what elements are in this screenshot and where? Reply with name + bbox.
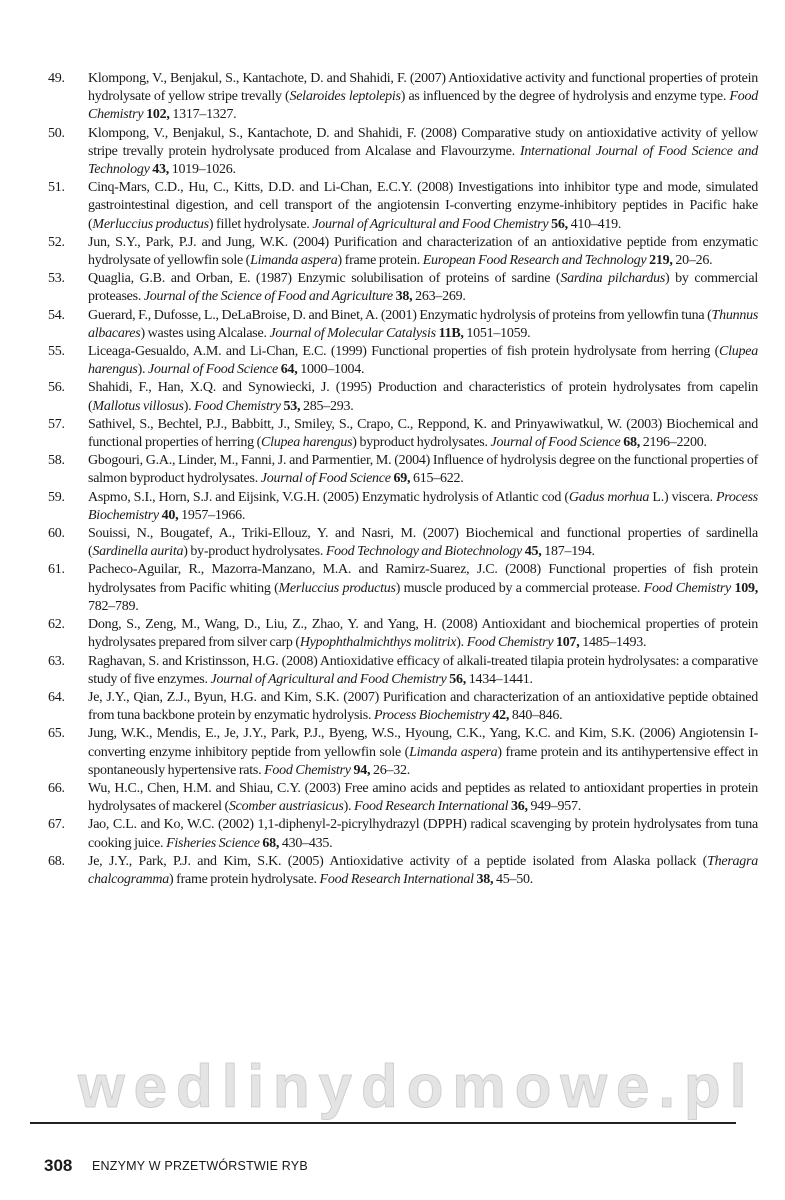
italic-text: Process Biochemistry <box>88 489 759 523</box>
reference-text: Cinq-Mars, C.D., Hu, C., Kitts, D.D. and Li-Chan, E.C.Y. (2008) Investigations into inhibitor type and mode, simulated gastrointestinal digestion, and cell transport of the angiotensin I-converting enzyme-inhibitory peptides in Pacific hake ( <box>88 180 758 232</box>
italic-text: Clupea harengus <box>261 435 353 451</box>
italic-text: Journal of Molecular Catalysis <box>269 325 436 341</box>
italic-text: Food Chemistry <box>264 762 351 778</box>
reference-text: ) frame protein hydrolysate. <box>169 871 320 887</box>
reference-text: Guerard, F., Dufosse, L., DeLaBroise, D. and Binet, A. (2001) Enzymatic hydrolysis of proteins from yellowfin tuna ( <box>88 307 712 323</box>
reference-item <box>44 525 758 561</box>
reference-item <box>44 689 758 725</box>
reference-text: ) as influenced by the degree of hydrolysis and enzyme type. <box>400 89 730 105</box>
reference-text: 26–32. <box>370 762 410 778</box>
italic-text: Food Chemistry <box>466 635 554 651</box>
reference-text: Klompong, V., Benjakul, S., Kantachote, D. and Shahidi, F. (2007) Antioxidative activity and functional properties of protein hydrolysate of yellow stripe trevally ( <box>88 71 758 105</box>
volume-number: 53, <box>283 398 301 414</box>
reference-item <box>44 70 758 125</box>
volume-number: 38, <box>476 871 494 887</box>
italic-text: Process Biochemistry <box>373 708 490 724</box>
reference-number: 53. <box>48 271 65 287</box>
reference-text: ). <box>343 799 354 815</box>
reference-text: Jao, C.L. and Ko, W.C. (2002) 1,1-diphenyl-2-picrylhydrazyl (DPPH) radical scavenging by protein hydrolysates from tuna cooking juice. <box>88 817 758 851</box>
italic-text: Food Technology and Biotechnology <box>325 544 523 560</box>
reference-number: 50. <box>48 125 65 141</box>
italic-text: Fisheries Science <box>166 835 260 851</box>
volume-number: 68, <box>262 835 280 851</box>
reference-text: Quaglia, G.B. and Orban, E. (1987) Enzymic solubilisation of proteins of sardine ( <box>88 271 561 287</box>
reference-text: Sathivel, S., Bechtel, P.J., Babbitt, J., Smiley, S., Crapo, C., Reppond, K. and Prinyawiwatkul, W. (2003) Biochemical and functional properties of herring ( <box>88 416 758 451</box>
italic-text: Clupea harengus <box>88 344 758 378</box>
reference-text: ) by-product hydrolysates. <box>183 544 326 560</box>
reference-number: 66. <box>48 780 65 796</box>
reference-number: 64. <box>48 689 65 705</box>
reference-text: ) muscle produced by a commercial protease. <box>395 580 644 596</box>
reference-item <box>44 416 758 452</box>
page-number: 308 <box>44 1156 73 1175</box>
reference-text: 430–435. <box>279 835 333 851</box>
reference-number: 57. <box>48 416 65 432</box>
reference-text: 949–957. <box>527 799 581 815</box>
reference-text: 410–419. <box>567 216 622 232</box>
reference-text: 285–293. <box>300 398 354 414</box>
reference-text: Klompong, V., Benjakul, S., Kantachote, D. and Shahidi, F. (2008) Comparative study on antioxidative activity of yellow stripe trevally protein hydrolysate produced from Alcalase and Flavourzyme. <box>88 125 758 159</box>
volume-number: 109, <box>734 580 758 596</box>
reference-item <box>44 270 758 306</box>
volume-number: 45, <box>524 544 542 560</box>
reference-text: Gbogouri, G.A., Linder, M., Fanni, J. and Parmentier, M. (2004) Influence of hydrolysis degree on the functional properties of salmon byproduct hydrolysates. <box>88 453 758 487</box>
reference-item <box>44 780 758 816</box>
italic-text: Food Research International <box>319 871 474 887</box>
reference-number: 68. <box>48 853 65 869</box>
reference-number: 63. <box>48 653 65 669</box>
reference-text: 1000–1004. <box>297 362 365 378</box>
volume-number: 219, <box>649 253 673 269</box>
reference-number: 52. <box>48 234 65 250</box>
reference-item <box>44 489 758 525</box>
reference-item <box>44 561 758 616</box>
reference-text: Dong, S., Zeng, M., Wang, D., Liu, Z., Zhao, Y. and Yang, H. (2008) Antioxidant and biochemical properties of protein hydrolysates prepared from silver carp ( <box>88 617 758 651</box>
italic-text: Journal of Agricultural and Food Chemistry <box>210 671 447 687</box>
reference-text: 187–194. <box>541 544 595 560</box>
reference-number: 56. <box>48 380 65 396</box>
italic-text: Limanda aspera <box>250 253 338 269</box>
reference-item <box>44 343 758 379</box>
volume-number: 107, <box>556 635 580 651</box>
italic-text: Journal of the Science of Food and Agriculture <box>143 289 393 305</box>
reference-number: 61. <box>48 562 65 578</box>
volume-number: 11B, <box>438 325 464 341</box>
reference-number: 59. <box>48 489 65 505</box>
volume-number: 68, <box>623 435 640 451</box>
running-title: ENZYMY W PRZETWÓRSTWIE RYB <box>92 1159 308 1173</box>
reference-number: 49. <box>48 71 65 86</box>
volume-number: 38, <box>395 289 413 305</box>
italic-text: Gadus morhua <box>568 489 650 505</box>
reference-text: Shahidi, F., Han, X.Q. and Synowiecki, J. (1995) Production and characteristics of protein hydrolysates from capelin ( <box>88 380 758 414</box>
reference-item <box>44 179 758 234</box>
reference-text: Je, J.Y., Park, P.J. and Kim, S.K. (2005) Antioxidative activity of a peptide isolated from Alaska pollack ( <box>88 853 708 869</box>
reference-text: 1957–1966. <box>178 507 246 523</box>
italic-text: Merluccius productus <box>92 216 209 232</box>
italic-text: Journal of Agricultural and Food Chemistry <box>312 216 549 232</box>
italic-text: Journal of Food Science <box>490 435 621 451</box>
italic-text: Food Chemistry <box>643 580 732 596</box>
reference-item <box>44 853 758 889</box>
reference-item <box>44 816 758 852</box>
reference-number: 58. <box>48 453 65 469</box>
reference-item <box>44 234 758 270</box>
italic-text: European Food Research and Technology <box>422 253 647 269</box>
italic-text: Sardinella aurita <box>92 544 184 560</box>
italic-text: Hypophthalmichthys molitrix <box>299 635 457 651</box>
italic-text: Limanda aspera <box>409 744 498 760</box>
watermark: wedlinydomowe.pl <box>78 1053 756 1120</box>
reference-text: Souissi, N., Bougatef, A., Triki-Ellouz, Y. and Nasri, M. (2007) Biochemical and functional properties of sardinella ( <box>88 526 758 560</box>
reference-number: 67. <box>48 817 65 833</box>
footer-rule <box>30 1122 736 1124</box>
reference-text: 1317–1327. <box>169 107 237 123</box>
volume-number: 40, <box>161 507 179 523</box>
reference-number: 54. <box>48 307 65 323</box>
reference-text: ). <box>137 362 149 378</box>
reference-text: ). <box>183 398 195 414</box>
reference-text: L.) viscera. <box>649 489 716 505</box>
volume-number: 69, <box>393 471 411 487</box>
reference-text: ) wastes using Alcalase. <box>140 325 270 341</box>
reference-text: 782–789. <box>88 598 139 614</box>
italic-text: Food Research International <box>353 799 509 815</box>
reference-text: 45–50. <box>493 871 534 887</box>
reference-text: 1019–1026. <box>169 162 236 178</box>
reference-number: 51. <box>48 180 65 196</box>
italic-text: Thunnus albacares <box>88 307 759 341</box>
reference-item <box>44 452 758 488</box>
reference-text: 1051–1059. <box>463 325 531 341</box>
reference-text: Jung, W.K., Mendis, E., Je, J.Y., Park, P.J., Byeng, W.S., Hyoung, C.K., Yang, K.C. and Kim, S.K. (2006) Angiotensin I-converting enzyme inhibitory peptide from yellowfin sole ( <box>88 726 758 760</box>
reference-text: ). <box>456 635 467 651</box>
reference-item <box>44 379 758 415</box>
reference-text: 1434–1441. <box>466 671 533 687</box>
italic-text: Journal of Food Science <box>260 471 391 487</box>
reference-number: 65. <box>48 726 65 742</box>
italic-text: Mallotus villosus <box>92 398 184 414</box>
reference-text: 1485–1493. <box>579 635 647 651</box>
reference-number: 55. <box>48 344 65 360</box>
volume-number: 102, <box>146 107 170 123</box>
volume-number: 42, <box>492 708 510 724</box>
reference-text: 615–622. <box>410 471 464 487</box>
italic-text: Journal of Food Science <box>148 362 279 378</box>
italic-text: Sardina pilchardus <box>560 271 666 287</box>
italic-text: Food Chemistry <box>88 89 758 123</box>
italic-text: Theragra chalcogramma <box>88 853 758 887</box>
reference-text: 20–26. <box>672 253 713 269</box>
reference-text: 2196–2200. <box>640 435 707 451</box>
reference-item <box>44 125 758 180</box>
volume-number: 36, <box>511 799 528 815</box>
reference-text: 263–269. <box>412 289 466 305</box>
italic-text: International Journal of Food Science and Technology <box>88 143 758 178</box>
reference-number: 60. <box>48 526 65 542</box>
reference-text: ) byproduct hydrolysates. <box>352 435 491 451</box>
reference-item <box>44 725 758 780</box>
reference-number: 62. <box>48 617 65 633</box>
italic-text: Merluccius productus <box>278 580 396 596</box>
italic-text: Scomber austriasicus <box>228 799 344 815</box>
reference-text: ) fillet hydrolysate. <box>208 216 313 232</box>
reference-item <box>44 307 758 343</box>
volume-number: 94, <box>353 762 371 778</box>
reference-list <box>44 70 758 889</box>
volume-number: 56, <box>449 671 467 687</box>
reference-text: Liceaga-Gesualdo, A.M. and Li-Chan, E.C. (1999) Functional properties of fish protein hydrolysate from herring ( <box>88 344 720 360</box>
reference-text: Pacheco-Aguilar, R., Mazorra-Manzano, M.A. and Ramirz-Suarez, J.C. (2008) Functional properties of fish protein hydrolysates from Pacific whiting ( <box>88 562 758 596</box>
volume-number: 56, <box>551 216 568 232</box>
volume-number: 43, <box>152 162 170 178</box>
reference-text: ) frame protein. <box>337 253 423 269</box>
italic-text: Selaroides leptolepis <box>289 89 401 105</box>
reference-text: Raghavan, S. and Kristinsson, H.G. (2008) Antioxidative efficacy of alkali-treated tilapia protein hydrolysates: a comparative study of five enzymes. <box>88 653 758 687</box>
reference-text: Aspmo, S.I., Horn, S.J. and Eijsink, V.G.H. (2005) Enzymatic hydrolysis of Atlantic cod ( <box>88 489 569 505</box>
reference-item <box>44 616 758 652</box>
reference-text: ) frame protein and its antihypertensive effect in spontaneously hypertensive rats. <box>88 744 758 778</box>
volume-number: 64, <box>280 362 298 378</box>
reference-item <box>44 653 758 689</box>
reference-text: 840–846. <box>509 708 563 724</box>
reference-text: Wu, H.C., Chen, H.M. and Shiau, C.Y. (2003) Free amino acids and peptides as related to antioxidant properties in protein hydrolysates of mackerel ( <box>88 780 758 815</box>
italic-text: Food Chemistry <box>194 398 281 414</box>
reference-text: Je, J.Y., Qian, Z.J., Byun, H.G. and Kim, S.K. (2007) Purification and characterization of an antioxidative peptide obtained from tuna backbone protein by enzymatic hydrolysis. <box>88 689 758 724</box>
reference-text: ) by commercial proteases. <box>88 271 758 305</box>
reference-text: Jun, S.Y., Park, P.J. and Jung, W.K. (2004) Purification and characterization of an antioxidative peptide from enzymatic hydrolysate of yellowfin sole ( <box>88 234 758 269</box>
